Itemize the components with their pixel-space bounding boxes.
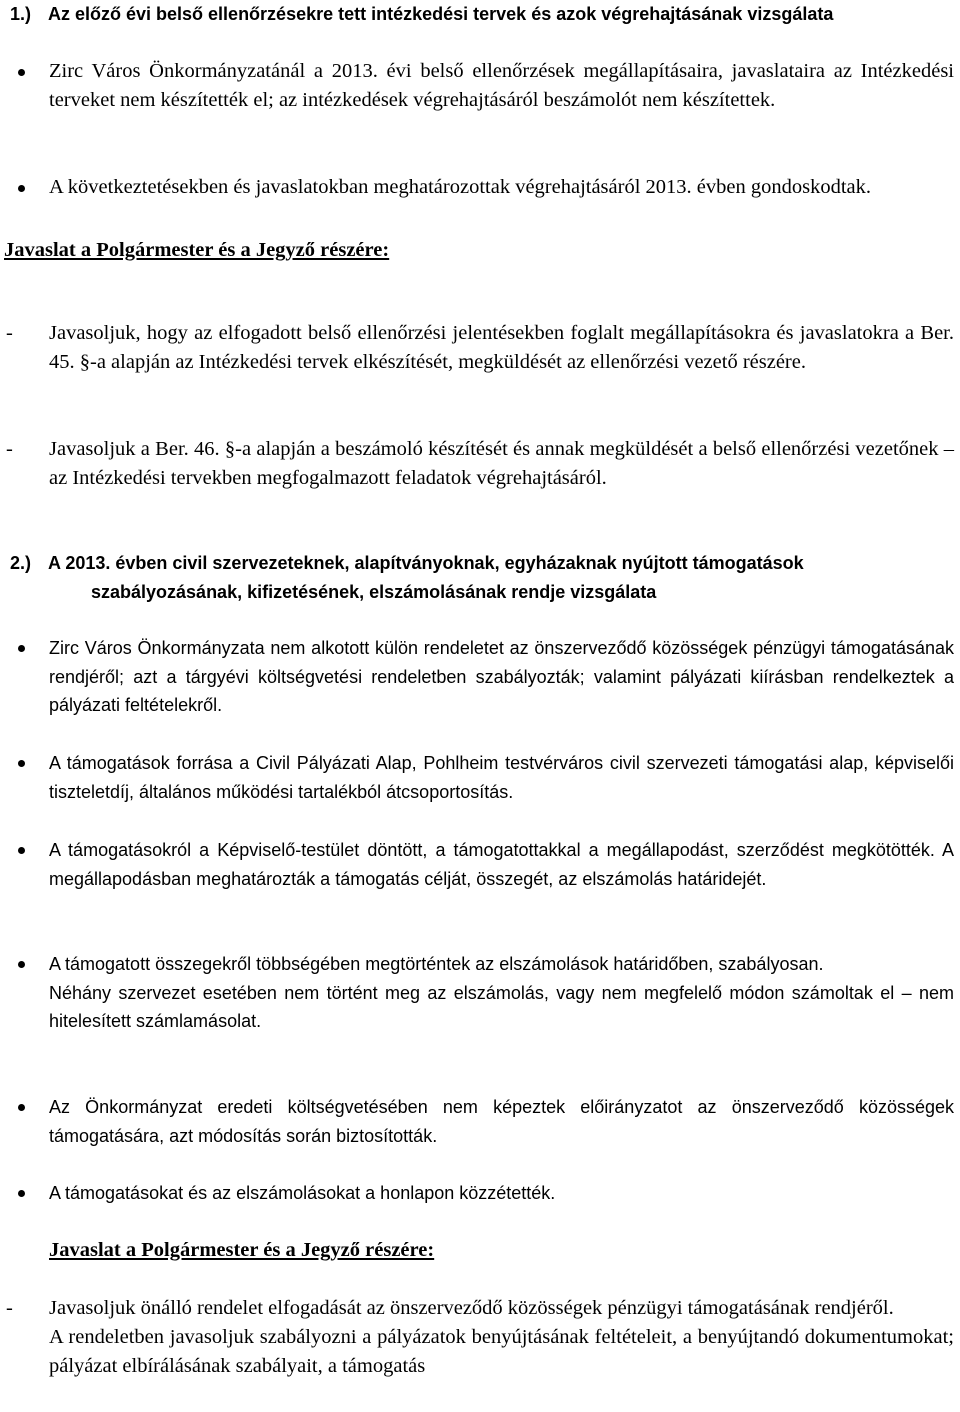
dash-marker: - bbox=[6, 322, 13, 344]
section-2-bullet-5: Az Önkormányzat eredeti költségvetésében nem képeztek előirányzatot az önszerveződő közösségek támogatására, azt módosítás során biztosították. bbox=[49, 1097, 954, 1146]
section-2-bullet-1: Zirc Város Önkormányzata nem alkotott külön rendeletet az önszerveződő közösségek pénzügyi támogatásának rendjéről; azt a tárgyévi költségvetési rendeletben szabályozták; valamint pályázati kiírásban rendelkeztek a pályázati feltételekről. bbox=[49, 638, 954, 715]
section-2-number: 2.) bbox=[10, 553, 32, 573]
section-2-bullet-2: A támogatások forrása a Civil Pályázati Alap, Pohlheim testvérváros civil szervezeti támogatási alap, képviselői tiszteletdíj, általános működési tartalékból átcsoportosítás. bbox=[49, 753, 954, 802]
section-2-bullet-4-line-2: Néhány szervezet esetében nem történt meg az elszámolás, vagy nem megfelelő módon számoltak el – nem hitelesített számlamásolat. bbox=[49, 982, 954, 1031]
section-1-bullet-1: Zirc Város Önkormányzatánál a 2013. évi belső ellenőrzések megállapításaira, javaslataira az Intézkedési terveket nem készítették el; az intézkedések végrehajtásáról beszámolót nem készítettek. bbox=[49, 60, 954, 111]
list-item bbox=[0, 1179, 954, 1208]
dash-marker: - bbox=[6, 1297, 13, 1319]
list-item bbox=[0, 749, 954, 806]
section-2-bullet-3: A támogatásokról a Képviselő-testület döntött, a támogatottakkal a megállapodást, szerződést megkötötték. A megállapodásban meghatározták a támogatás célját, összegét, az elszámolás határidejét. bbox=[49, 840, 954, 889]
section-2-bullet-4-line-1: A támogatott összegekről többségében megtörténtek az elszámolások határidőben, szabályosan. bbox=[49, 954, 824, 974]
list-item bbox=[0, 319, 954, 377]
list-item bbox=[0, 57, 954, 115]
list-item bbox=[0, 836, 954, 893]
list-item bbox=[0, 1294, 954, 1381]
section-1-heading bbox=[10, 0, 954, 29]
section-1-proposal-1: Javasoljuk, hogy az elfogadott belső ellenőrzési jelentésekben foglalt megállapításokra és javaslatokra a Ber. 45. §-a alapján az Intézkedési tervek elkészítését, megküldését az ellenőrzési vezető részére. bbox=[49, 322, 954, 373]
section-1-proposal-title: Javaslat a Polgármester és a Jegyző részére: bbox=[4, 239, 390, 261]
section-1-bullet-2: A következtetésekben és javaslatokban meghatározottak végrehajtásáról 2013. évben gondoskodtak. bbox=[49, 176, 872, 198]
list-item bbox=[0, 435, 954, 493]
list-item bbox=[0, 1093, 954, 1150]
list-item bbox=[0, 634, 954, 720]
list-item bbox=[0, 950, 954, 1036]
section-2-title-line-1: A 2013. évben civil szervezeteknek, alapítványoknak, egyházaknak nyújtott támogatások bbox=[48, 553, 804, 573]
section-2-bullet-6: A támogatásokat és az elszámolásokat a honlapon közzétették. bbox=[49, 1183, 556, 1203]
section-2-proposal-title: Javaslat a Polgármester és a Jegyző részére: bbox=[49, 1239, 435, 1261]
section-2-heading bbox=[10, 549, 954, 606]
section-2-title-line-2: szabályozásának, kifizetésének, elszámolásának rendje vizsgálata bbox=[91, 581, 657, 602]
list-item bbox=[0, 173, 954, 202]
section-2-proposal-1-line-1: Javasoljuk önálló rendelet elfogadását az önszerveződő közösségek pénzügyi támogatásának rendjéről. bbox=[49, 1297, 894, 1319]
dash-marker: - bbox=[6, 438, 13, 460]
section-2-proposal-1-line-2: A rendeletben javasoljuk szabályozni a pályázatok benyújtásának feltételeit, a benyújtandó dokumentumokat; pályázat elbírálásának szabályait, a támogatás bbox=[49, 1326, 954, 1377]
section-1-proposal-2: Javasoljuk a Ber. 46. §-a alapján a beszámoló készítését és annak megküldését a belső ellenőrzési vezetőnek – az Intézkedési tervekben megfogalmazott feladatok végrehajtásáról. bbox=[49, 438, 954, 489]
section-1-title: Az előző évi belső ellenőrzésekre tett intézkedési tervek és azok végrehajtásának vizsgálata bbox=[48, 4, 834, 24]
section-1-number: 1.) bbox=[10, 4, 32, 24]
